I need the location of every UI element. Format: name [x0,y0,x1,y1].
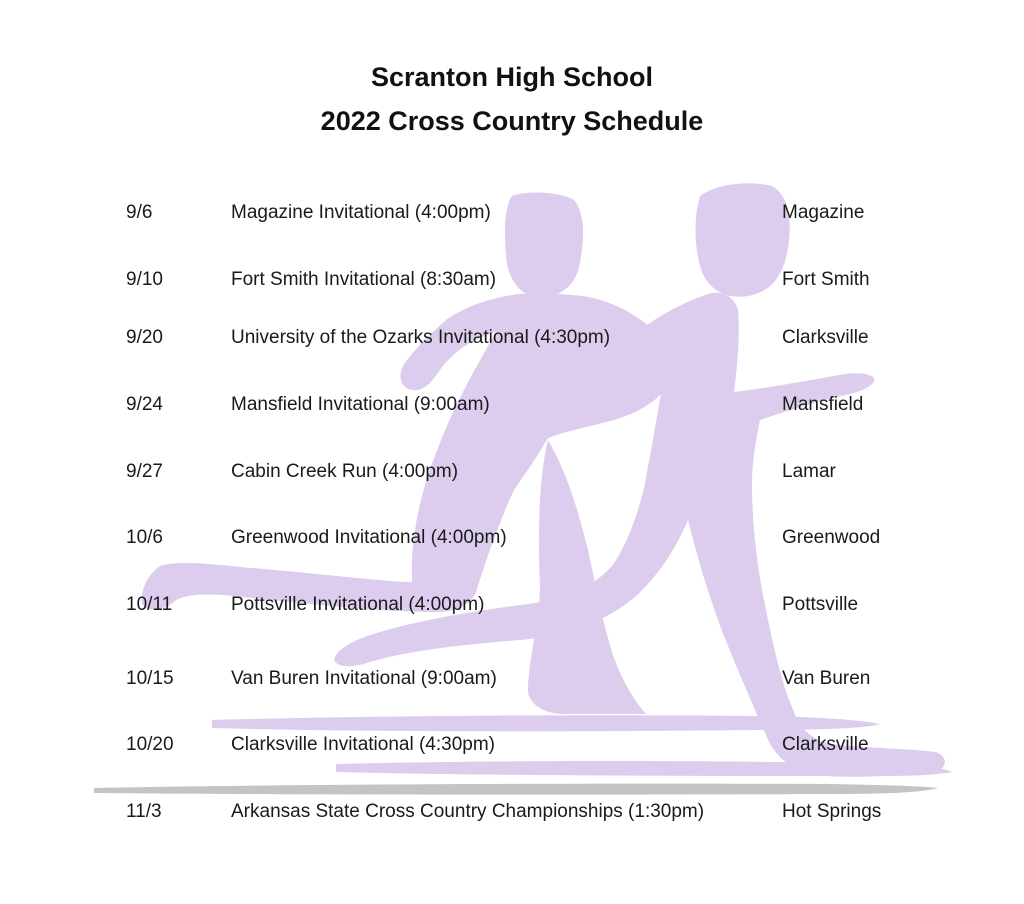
schedule-row [0,523,1024,553]
meet-location: Magazine [782,202,865,223]
meet-date: 9/27 [126,461,163,482]
meet-location: Lamar [782,461,836,482]
meet-date: 10/11 [126,594,173,615]
schedule-row [0,457,1024,487]
meet-location: Van Buren [782,668,871,689]
meet-date: 9/6 [126,202,153,223]
meet-event: Arkansas State Cross Country Championships (1:30pm) [231,801,705,822]
meet-date: 10/6 [126,527,163,548]
meet-event: University of the Ozarks Invitational (4:30pm) [231,327,611,348]
meet-event: Cabin Creek Run (4:00pm) [231,461,459,482]
meet-date: 10/15 [126,668,174,689]
meet-location: Hot Springs [782,801,882,822]
schedule-row [0,797,1024,827]
schedule-row [0,390,1024,420]
schedule-row [0,198,1024,228]
schedule-title: 2022 Cross Country Schedule [320,106,704,136]
school-name-title: Scranton High School [370,62,653,92]
meet-event: Fort Smith Invitational (8:30am) [231,269,497,290]
meet-date: 9/10 [126,269,163,290]
ground-line [94,784,938,795]
meet-date: 11/3 [126,801,162,822]
schedule-row [0,664,1024,694]
meet-location: Fort Smith [782,269,870,290]
meet-event: Greenwood Invitational (4:00pm) [231,527,507,548]
meet-location: Mansfield [782,394,864,415]
schedule-row [0,265,1024,295]
meet-date: 9/24 [126,394,163,415]
meet-location: Clarksville [782,734,869,755]
meet-event: Mansfield Invitational (9:00am) [231,394,490,415]
meet-location: Clarksville [782,327,869,348]
meet-event: Magazine Invitational (4:00pm) [231,202,491,223]
meet-event: Clarksville Invitational (4:30pm) [231,734,495,755]
schedule-row [0,323,1024,353]
meet-location: Greenwood [782,527,881,548]
meet-event: Pottsville Invitational (4:00pm) [231,594,485,615]
meet-date: 9/20 [126,327,163,348]
meet-date: 10/20 [126,734,174,755]
schedule-row [0,590,1024,620]
schedule-row [0,730,1024,760]
meet-location: Pottsville [782,594,859,615]
meet-event: Van Buren Invitational (9:00am) [231,668,497,689]
